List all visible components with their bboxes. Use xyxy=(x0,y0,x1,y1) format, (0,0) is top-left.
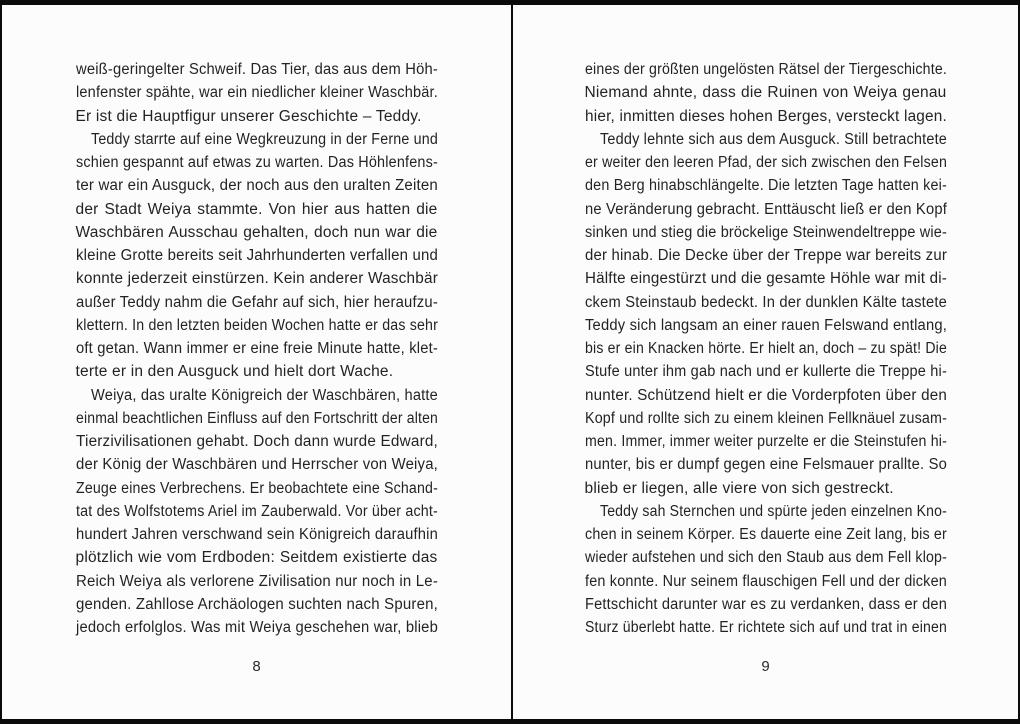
text-line xyxy=(585,267,947,290)
text-line xyxy=(585,477,947,500)
text-line xyxy=(76,337,438,360)
text-line-content: wieder aufstehen und sich den Staub aus dem Fell klop- xyxy=(584,549,947,567)
text-line-content: Fettschicht darunter war es zu verdanken, dass er den xyxy=(584,595,947,613)
text-line-content: er weiter den leeren Pfad, der sich zwischen den Felsen xyxy=(584,154,947,171)
text-line-content: blieb er liegen, alle viere von sich gestreckt. xyxy=(584,479,894,497)
text-line xyxy=(76,198,438,221)
text-line xyxy=(76,570,438,593)
text-line xyxy=(585,221,947,244)
text-line-content: genden. Zahllose Archäologen suchten nach Spuren, xyxy=(75,595,438,613)
text-line-content: sinken und stieg die bröckelige Steinwendeltreppe wie- xyxy=(584,223,947,241)
text-line xyxy=(76,105,438,128)
text-line xyxy=(76,616,438,639)
text-line-content: tat des Wolfstotems Ariel im Zauberwald. Vor über acht- xyxy=(75,502,438,520)
text-line-content: schien gespannt auf etwas zu warten. Das Höhlenfens- xyxy=(75,154,438,171)
text-line-content: außer Teddy nahm die Gefahr auf sich, hier heraufzu- xyxy=(75,293,438,311)
page-left xyxy=(2,5,511,719)
text-line xyxy=(585,105,947,128)
text-line xyxy=(76,151,438,174)
text-line-content: jedoch erfolglos. Was mit Weiya geschehen war, blieb xyxy=(75,619,438,636)
text-line xyxy=(585,244,947,267)
text-line xyxy=(585,151,947,174)
page-right-text xyxy=(585,58,947,639)
text-line-content: lenfenster spähte, war ein niedlicher kleiner Waschbär. xyxy=(75,84,438,102)
text-line-content: Teddy sich langsam an einer rauen Felswand entlang, xyxy=(584,316,947,334)
text-line xyxy=(76,430,438,453)
text-line-content: terte er in den Ausguck und hielt dort Wache. xyxy=(75,363,394,381)
text-line xyxy=(585,314,947,337)
text-line xyxy=(76,267,438,290)
text-line-content: ckem Steinstaub bedeckt. In der dunklen Kälte tastete xyxy=(584,293,947,311)
text-line xyxy=(76,81,438,104)
text-line-content: Kopf und rollte sich zu einem kleinen Fellknäuel zusam- xyxy=(584,409,947,427)
text-line-content: Hälfte eingestürzt und die gesamte Höhle war mit di- xyxy=(584,270,947,288)
text-line xyxy=(585,570,947,593)
text-line-content: Niemand ahnte, dass die Ruinen von Weiya genau xyxy=(584,84,947,102)
text-line xyxy=(76,407,438,430)
text-line-content: Stufe unter ihm gab nach und er kullerte die Treppe hi- xyxy=(584,363,947,381)
text-line-content: Teddy sah Sternchen und spürte jeden einzelnen Kno- xyxy=(599,502,947,520)
text-line-content: Zeuge eines Verbrechens. Er beobachtete eine Schand- xyxy=(75,479,438,497)
text-line xyxy=(585,453,947,476)
text-line-content: chen in seinem Körper. Es dauerte eine Zeit lang, bis er xyxy=(584,526,947,543)
page-gutter-divider xyxy=(511,0,513,724)
text-line-content: hundert Jahren verschwand sein Königreich daraufhin xyxy=(75,526,438,543)
text-line xyxy=(585,616,947,639)
text-line-content: kleine Grotte bereits seit Jahrhunderten verfallen und xyxy=(75,247,438,264)
text-line-content: hier, inmitten dieses hohen Berges, versteckt lagen. xyxy=(584,107,947,125)
text-line xyxy=(76,500,438,523)
text-line xyxy=(585,360,947,383)
text-line xyxy=(76,546,438,569)
text-line xyxy=(76,453,438,476)
page-right xyxy=(513,5,1018,719)
page-left-number: 8 xyxy=(252,658,261,675)
text-line xyxy=(585,384,947,407)
text-line-content: den Berg hinabschlängelte. Die letzten Tage hatten kei- xyxy=(584,177,947,195)
text-line-content: der König der Waschbären und Herrscher von Weiya, xyxy=(75,456,438,474)
text-line xyxy=(585,523,947,546)
text-line xyxy=(76,477,438,500)
text-line-content: men. Immer, immer weiter purzelte er die Steinstufen hi- xyxy=(584,433,947,450)
text-line xyxy=(585,81,947,104)
frame-bottom-bar xyxy=(0,719,1020,724)
text-line xyxy=(585,500,947,523)
text-line-content: Er ist die Hauptfigur unserer Geschichte – Teddy. xyxy=(75,107,422,125)
text-line-content: Sturz überlebt hatte. Er richtete sich auf und trat in einen xyxy=(584,619,947,636)
text-line xyxy=(76,128,438,151)
text-line-content: Tierzivilisationen gehabt. Doch dann wurde Edward, xyxy=(75,433,438,450)
text-line xyxy=(585,407,947,430)
text-line xyxy=(76,523,438,546)
text-line xyxy=(76,360,438,383)
text-line-content: der Stadt Weiya stammte. Von hier aus hatten die xyxy=(75,200,438,218)
text-line xyxy=(585,593,947,616)
page-left-text xyxy=(76,58,438,639)
text-line-content: ter war ein Ausguck, der noch aus den uralten Zeiten xyxy=(75,177,438,195)
text-line-content: fen konnte. Nur seinem flauschigen Fell und der dicken xyxy=(584,572,947,590)
text-line-content: nunter. Schützend hielt er die Vorderpfoten über den xyxy=(584,386,947,404)
text-line-content: Teddy lehnte sich aus dem Ausguck. Still betrachtete xyxy=(599,130,947,148)
text-line-content: konnte jederzeit einstürzen. Kein anderer Waschbär xyxy=(75,270,438,288)
text-line xyxy=(76,221,438,244)
text-line-content: eines der größten ungelösten Rätsel der Tiergeschichte. xyxy=(584,61,947,78)
text-line-content: Reich Weiya als verlorene Zivilisation nur noch in Le- xyxy=(75,572,438,590)
text-line xyxy=(76,174,438,197)
text-line xyxy=(76,58,438,81)
text-line-content: Teddy starrte auf eine Wegkreuzung in der Ferne und xyxy=(90,130,438,148)
text-line xyxy=(76,314,438,337)
text-line-content: Weiya, das uralte Königreich der Waschbären, hatte xyxy=(90,386,438,404)
frame-left-bar xyxy=(0,0,2,724)
text-line xyxy=(585,291,947,314)
text-line xyxy=(76,384,438,407)
text-line xyxy=(585,430,947,453)
text-line xyxy=(585,546,947,569)
text-line xyxy=(585,128,947,151)
text-line xyxy=(585,337,947,360)
text-line xyxy=(585,198,947,221)
text-line-content: oft getan. Wann immer er eine freie Minute hatte, klet- xyxy=(75,340,438,357)
page-right-number: 9 xyxy=(761,658,770,675)
text-line-content: einmal beachtlichen Einfluss auf den Fortschritt der alten xyxy=(75,409,438,427)
frame-top-bar xyxy=(0,0,1020,5)
text-line xyxy=(585,58,947,81)
text-line-content: weiß-geringelter Schweif. Das Tier, das aus dem Höh- xyxy=(75,61,438,78)
text-line xyxy=(76,244,438,267)
text-line-content: Waschbären Ausschau gehalten, doch nun war die xyxy=(75,223,438,241)
text-line-content: klettern. In den letzten beiden Wochen hatte er das sehr xyxy=(75,316,438,334)
text-line-content: bis er ein Knacken hörte. Er hielt an, doch – zu spät! Die xyxy=(584,340,947,357)
text-line xyxy=(585,174,947,197)
text-line xyxy=(76,291,438,314)
text-line xyxy=(76,593,438,616)
text-line-content: der hinab. Die Decke über der Treppe war bereits zur xyxy=(584,247,947,264)
text-line-content: ne Veränderung gebracht. Enttäuscht ließ er den Kopf xyxy=(584,200,947,218)
text-line-content: plötzlich wie vom Erdboden: Seitdem existierte das xyxy=(75,549,438,567)
text-line-content: nunter, bis er dumpf gegen eine Felsmauer prallte. So xyxy=(584,456,947,474)
